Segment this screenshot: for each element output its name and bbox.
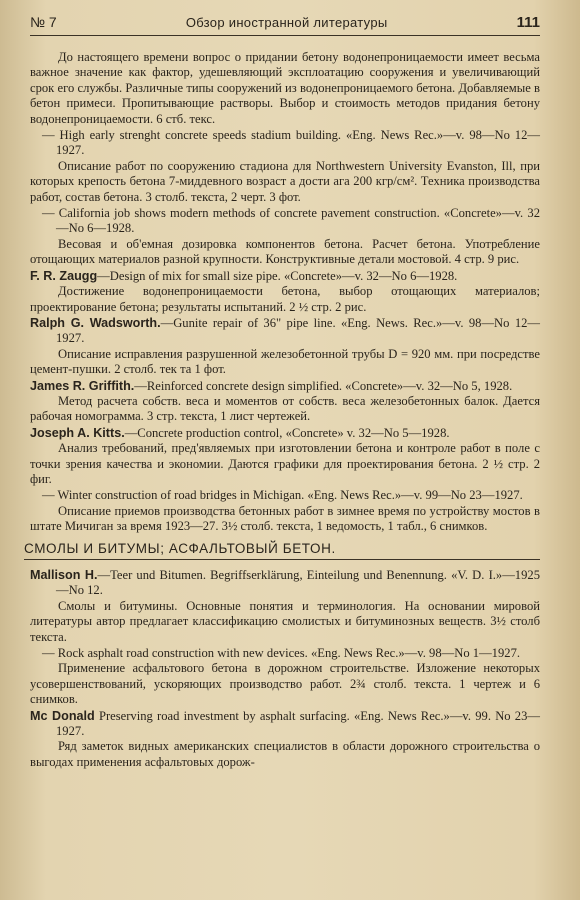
- annotation-paragraph: Ряд заметок видных американских специалистов в области дорожного строительства о выгодах применения асфальтовых дорож-: [30, 739, 540, 769]
- issue-number: № 7: [30, 14, 57, 30]
- reference-title: —Reinforced concrete design simplified. «Concrete»—v. 32—No 5, 1928.: [134, 378, 513, 393]
- reference-author: Ralph G. Wadsworth.: [30, 315, 161, 330]
- running-title: Обзор иностранной литературы: [185, 15, 388, 30]
- reference-author: Mallison H.: [30, 568, 98, 582]
- page-number: 111: [516, 14, 540, 31]
- reference-entry: [30, 568, 540, 599]
- reference-entry: — Winter construction of road bridges in Michigan. «Eng. News Rec.»—v. 99—No 23—1927.: [42, 488, 523, 503]
- page-body: [24, 50, 541, 770]
- annotation-paragraph: Описание приемов производства бетонных работ в зимнее время по устройству мостов в штате Мичиган за время 1923—27. 3½ столб. текста, 1 ведомость, 1 табл., 6 снимков.: [30, 503, 540, 534]
- reference-entry: [30, 316, 540, 347]
- reference-title: Preserving road investment by asphalt surfacing. «Eng. News Rec.»—v. 99. No 23—1927.: [56, 708, 540, 739]
- reference-title: —Gunite repair of 36" pipe line. «Eng. News. Rec.»—v. 98—No 12—1927.: [56, 315, 541, 346]
- running-header: [30, 14, 540, 36]
- reference-entry: [30, 269, 540, 284]
- reference-entry: — California job shows modern methods of concrete pavement construction. «Concrete»—v. 32—No 6—1928.: [42, 206, 540, 236]
- annotation-paragraph: Достижение водонепроницаемости бетона, выбор отощающих материалов; проектирование бетона; результаты испытаний. 2 ½ стр. 2 рис.: [30, 284, 540, 314]
- reference-entry: [30, 379, 540, 394]
- annotation-paragraph: Смолы и битумины. Основные понятия и терминология. На основании мировой литературы автор предлагает классификацию смолистых и битуминозных веществ. 3½ столб текста.: [30, 598, 540, 644]
- section-heading: СМОЛЫ И БИТУМЫ; АСФАЛЬТОВЫЙ БЕТОН.: [24, 541, 540, 560]
- reference-author: Joseph A. Kitts.: [30, 425, 125, 440]
- annotation-paragraph: Описание работ по сооружению стадиона для Northwestern University Evanston, Ill, при которых крепость бетона 7-миддевного возраст а дости ага 200 кгр/см². Техника производства работ, состав бетона. 3 столб. текста, 2 черт. 3 фот.: [30, 158, 540, 204]
- annotation-paragraph: Описание исправления разрушенной железобетонной трубы D = 920 мм. при посредстве цемент-пушки. 2 столб. тек та 1 фот.: [30, 346, 540, 377]
- annotation-paragraph: До настоящего времени вопрос о придании бетону водонепроницаемости имеет весьма важное значение как фактор, удешевляющий эксплоатацию сооружения и увеличивающий срок его службы. Различные типы сооружений из водонепроницаемого бетона. Добавляемые в бетон примеси. Пропитывающие растворы. Выбор и стоимость методов придания бетону водонепроницаемости. 6 стб. текс.: [30, 50, 540, 126]
- reference-title: —Teer und Bitumen. Begriffserklärung, Einteilung und Benennung. «V. D. I.»—1925—No 12.: [56, 568, 540, 598]
- annotation-paragraph: Весовая и об'емная дозировка компонентов бетона. Расчет бетона. Употребление отощающих материалов разной крупности. Конструктивные детали мостовой. 4 стр. 9 рис.: [30, 236, 540, 267]
- annotation-paragraph: Метод расчета собств. веса и моментов от собств. веса железобетонных балок. Дается рабочая номограмма. 3 стр. текста, 1 лист чертежей.: [30, 393, 540, 424]
- reference-entry: — High early strenght concrete speeds stadium building. «Eng. News Rec.»—v. 98—No 12—1927.: [42, 128, 540, 158]
- reference-author: Mc Donald: [30, 708, 95, 723]
- reference-entry: — Rock asphalt road construction with new devices. «Eng. News Rec.»—v. 98—No 1—1927.: [42, 646, 521, 661]
- reference-entry: [30, 709, 540, 740]
- reference-entry: [30, 426, 540, 441]
- reference-author: F. R. Zaugg: [30, 268, 98, 283]
- reference-title: —Concrete production control, «Concrete» v. 32—No 5—1928.: [124, 425, 450, 440]
- reference-author: James R. Griffith.: [30, 378, 135, 393]
- annotation-paragraph: Применение асфальтового бетона в дорожном строительстве. Изложение некоторых усовершенствований, ускоряющих производство работ. 2¾ столб. текста. 1 чертеж и 6 снимков.: [30, 661, 540, 707]
- annotation-paragraph: Анализ требований, пред'являемых при изготовлении бетона и контроле работ в поле с точки зрения качества и экономии. Даются графики для проектирования бетона. 2 ½ стр. 2 фиг.: [30, 441, 540, 486]
- reference-title: —Design of mix for small size pipe. «Concrete»—v. 32—No 6—1928.: [97, 268, 458, 283]
